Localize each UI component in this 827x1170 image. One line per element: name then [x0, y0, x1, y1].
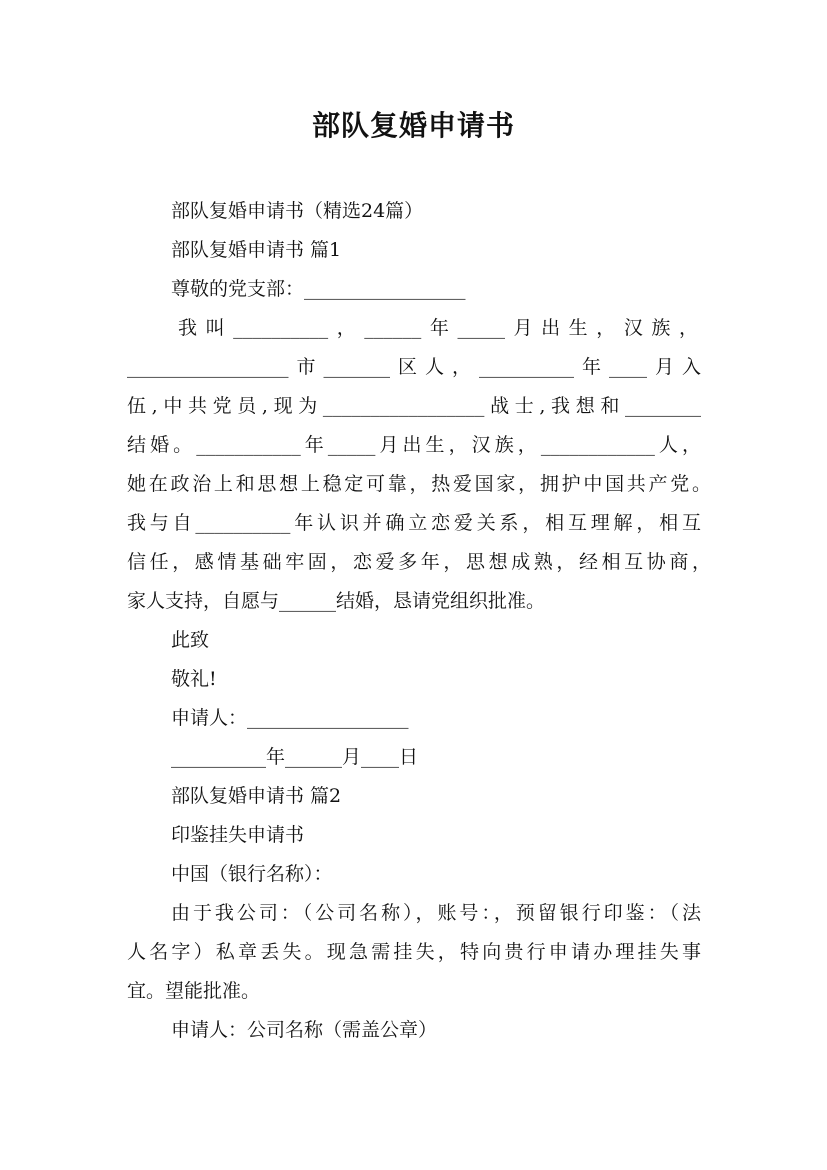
body-line: 我叫__________，______年_____月出生，汉族，: [178, 317, 698, 339]
closing-line: 此致: [171, 629, 210, 651]
body-line: 人名字）私章丢失。现急需挂失，特向贵行申请办理挂失事: [127, 941, 701, 963]
body-line: 我与自__________年认识并确立恋爱关系，相互理解，相互: [127, 512, 701, 534]
salutation-line: 尊敬的党支部：_________________: [171, 278, 466, 300]
body-line: 信任，感情基础牢固，恋爱多年，思想成熟，经相互协商，: [127, 551, 711, 573]
date-line: __________年______月____日: [171, 746, 419, 768]
body-line: 宜。望能批准。: [127, 980, 261, 1002]
body-line: 伍,中共党员,现为_________________战士,我想和________: [127, 395, 701, 417]
section-heading-1: 部队复婚申请书 篇1: [171, 239, 342, 261]
document-title: 部队复婚申请书: [311, 109, 515, 142]
body-line: 由于我公司：（公司名称），账号：，预留银行印鉴：（法: [171, 902, 701, 924]
closing-line: 敬礼!: [171, 668, 217, 690]
subtitle-line: 部队复婚申请书（精选24篇）: [171, 200, 424, 222]
recipient-line: 中国（银行名称）：: [171, 863, 333, 885]
applicant-line: 申请人：_________________: [171, 707, 409, 729]
doc-subtitle: 印鉴挂失申请书: [171, 824, 305, 846]
applicant-line: 申请人：公司名称（需盖公章）: [171, 1019, 438, 1041]
body-line: 家人支持，自愿与______结婚，恳请党组织批准。: [127, 590, 546, 612]
body-line: 结婚。___________年_____月出生，汉族，____________人，: [127, 434, 701, 456]
section-heading-2: 部队复婚申请书 篇2: [171, 785, 342, 807]
body-line: _________________市_______区人，__________年____月入: [127, 356, 701, 378]
body-line: 她在政治上和思想上稳定可靠，热爱国家，拥护中国共产党。: [127, 473, 711, 495]
